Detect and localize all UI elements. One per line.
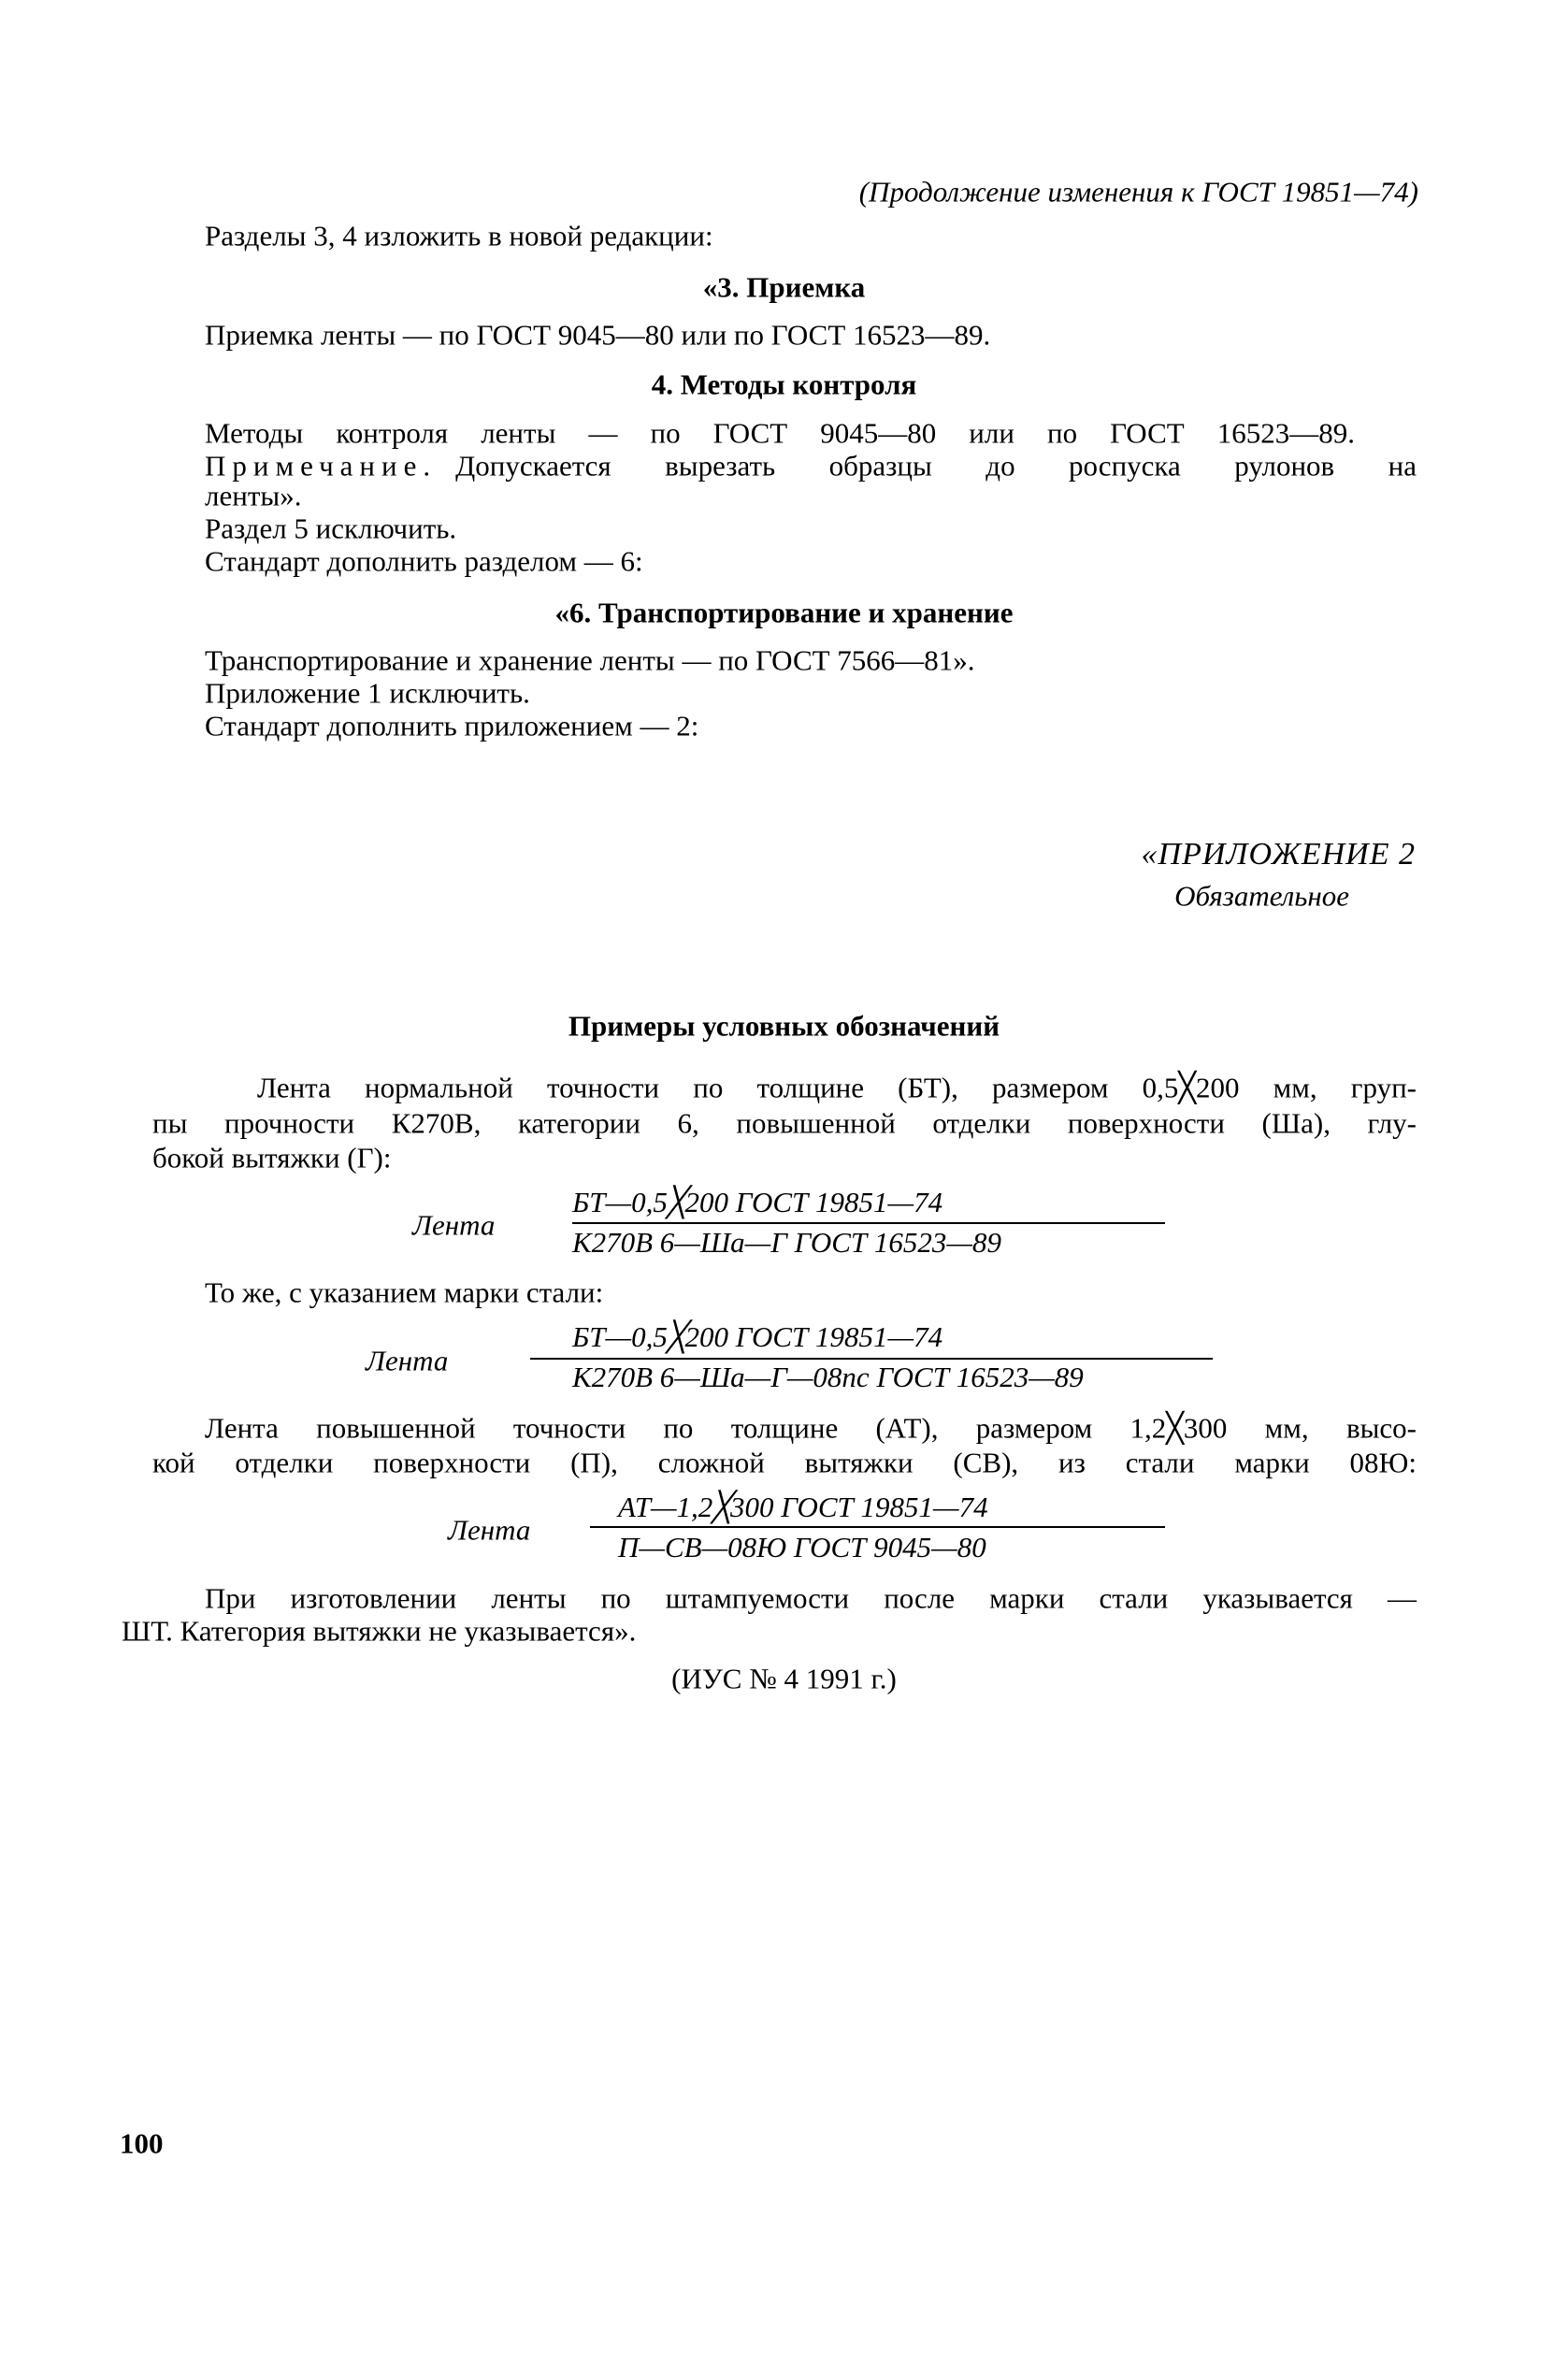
note-label: Примечание. (205, 449, 438, 483)
text-line: При изготовлении ленты по штампуемости после марки стали указывается — (205, 1581, 1417, 1615)
appendix-subtitle: Обязательное (1174, 879, 1349, 913)
text-line: Раздел 5 исключить. (205, 512, 457, 545)
text-line: Приемка ленты — по ГОСТ 9045—80 или по ГОСТ 16523—89. (205, 318, 991, 352)
note-line (205, 449, 1417, 483)
formula-word: Лента (448, 1513, 531, 1547)
fraction-bar (590, 1526, 1165, 1528)
section-heading-3: «3. Приемка (702, 270, 866, 304)
formula-denominator: П—СВ—08Ю ГОСТ 9045—80 (618, 1531, 986, 1563)
section-heading-4: 4. Методы контроля (651, 367, 917, 401)
formula-numerator: БТ—0,5╳200 ГОСТ 19851—74 (572, 1186, 943, 1218)
text-line: бокой вытяжки (Г): (152, 1141, 392, 1174)
text-line: Приложение 1 исключить. (205, 676, 530, 710)
fraction-bar (572, 1222, 1165, 1224)
text-line: ленты». (205, 479, 302, 512)
text-line: Стандарт дополнить разделом — 6: (205, 544, 643, 578)
fraction-bar (530, 1358, 1213, 1360)
appendix-heading: Примеры условных обозначений (568, 1009, 1000, 1043)
formula-denominator: К270В 6—Ша—Г—08пс ГОСТ 16523—89 (572, 1361, 1084, 1393)
text-line: Транспортирование и хранение ленты — по ГОСТ 7566—81». (205, 643, 975, 677)
formula-word: Лента (412, 1208, 496, 1242)
text-line: Методы контроля ленты — по ГОСТ 9045—80 или по ГОСТ 16523—89. (205, 416, 1355, 450)
formula-numerator: АТ—1,2╳300 ГОСТ 19851—74 (618, 1491, 988, 1523)
text-line: кой отделки поверхности (П), сложной вытяжки (СВ), из стали марки 08Ю: (152, 1446, 1417, 1479)
formula-word: Лента (366, 1344, 449, 1377)
section-heading-6: «6. Транспортирование и хранение (554, 596, 1014, 629)
text-line: То же, с указанием марки стали: (205, 1275, 604, 1309)
text-line: Разделы 3, 4 изложить в новой редакции: (205, 219, 713, 252)
text-line: ШТ. Категория вытяжки не указывается». (122, 1614, 637, 1648)
source-reference: (ИУС № 4 1991 г.) (671, 1662, 897, 1695)
note-text: Допускается вырезать образцы до роспуска рулонов на (455, 449, 1417, 483)
running-header: (Продолжение изменения к ГОСТ 19851—74) (858, 175, 1418, 209)
text-line: пы прочности К270В, категории 6, повышенной отделки поверхности (Ша), глу- (152, 1106, 1417, 1140)
text-line: Лента повышенной точности по толщине (АТ), размером 1,2╳300 мм, высо- (205, 1411, 1417, 1445)
page-number: 100 (120, 2126, 164, 2160)
text-line: Лента нормальной точности по толщине (БТ), размером 0,5╳200 мм, груп- (257, 1071, 1417, 1104)
formula-numerator: БТ—0,5╳200 ГОСТ 19851—74 (572, 1320, 943, 1353)
text-line: Стандарт дополнить приложением — 2: (205, 709, 699, 742)
appendix-title: «ПРИЛОЖЕНИЕ 2 (1141, 837, 1416, 872)
formula-denominator: К270В 6—Ша—Г ГОСТ 16523—89 (572, 1226, 1001, 1259)
